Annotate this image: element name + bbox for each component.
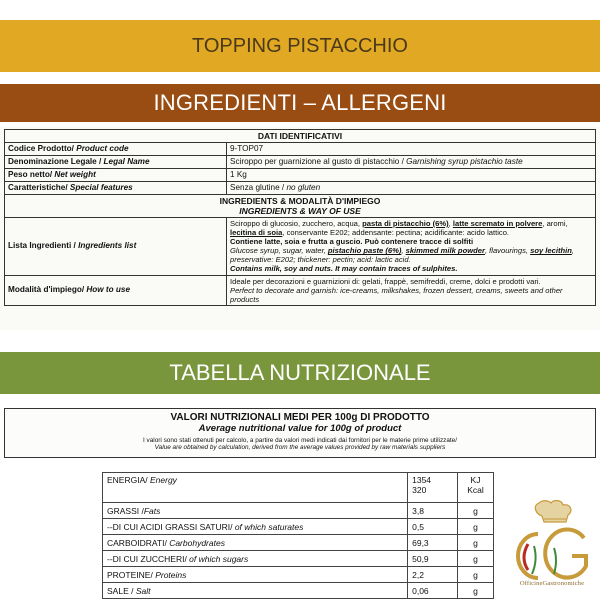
carbohydrates-unit: g <box>458 535 494 551</box>
ingredients-heading: INGREDIENTI – ALLERGENI <box>153 90 447 115</box>
sugars-unit: g <box>458 551 494 567</box>
table-row <box>5 168 596 181</box>
fats-label: GRASSI /Fats <box>103 503 408 519</box>
table-row <box>103 583 494 599</box>
chef-hat-icon <box>535 501 571 522</box>
use-italian: Ideale per decorazioni e guarnizioni di: gelati, frappè, semifreddi, creme, dolci e prodotti vari. <box>230 276 541 286</box>
carbohydrates-value: 69,3 <box>408 535 458 551</box>
table-row <box>103 535 494 551</box>
ingredients-band <box>0 84 600 122</box>
energy-unit: KJ Kcal <box>458 473 494 503</box>
spacer <box>0 330 600 352</box>
nutrition-heading: TABELLA NUTRIZIONALE <box>169 360 431 385</box>
salt-label: SALE / Salt <box>103 583 408 599</box>
identification-table <box>4 129 596 306</box>
product-title-band <box>0 20 600 72</box>
product-code-value: 9-TOP07 <box>227 143 596 156</box>
table-row <box>103 519 494 535</box>
nutrition-band <box>0 352 600 394</box>
energy-value: 1354 320 <box>408 473 458 503</box>
allergen-statement-english: Contains milk, soy and nuts. It may contain traces of sulphites. <box>230 264 458 274</box>
salt-value: 0,06 <box>408 583 458 599</box>
legal-name-value: Sciroppo per guarnizione al gusto di pistacchio / Garnishing syrup pistachio taste <box>227 156 596 169</box>
saturates-value: 0,5 <box>408 519 458 535</box>
fats-unit: g <box>458 503 494 519</box>
id-table-header: DATI IDENTIFICATIVI <box>5 130 596 143</box>
nutrition-header-box <box>4 408 596 458</box>
table-row <box>5 275 596 305</box>
nutrition-note-english: Value are obtained by calculation, derived from the average values provided by raw materials suppliers <box>154 444 446 451</box>
sugars-label: --DI CUI ZUCCHERI/ of which sugars <box>103 551 408 567</box>
allergen-statement-italian: Contiene latte, soia e frutta a guscio. Può contenere tracce di solfiti <box>230 237 474 247</box>
proteins-value: 2,2 <box>408 567 458 583</box>
brand-name: OfficineGastronomiche <box>519 580 585 587</box>
product-code-label: Codice Prodotto/ Product code <box>5 143 227 156</box>
table-row <box>103 567 494 583</box>
salt-unit: g <box>458 583 494 599</box>
use-english: Perfect to decorate and garnish: ice-creams, milkshakes, frozen dessert, creams, sweets and other products <box>230 285 563 304</box>
g-letter-icon <box>545 530 586 578</box>
ingredients-list-value <box>227 217 596 275</box>
fats-value: 3,8 <box>408 503 458 519</box>
nutrition-subtitle: Average nutritional value for 100g of product <box>198 423 402 434</box>
spacer <box>0 72 600 84</box>
table-row <box>103 551 494 567</box>
features-value: Senza glutine / no gluten <box>227 181 596 194</box>
nutrition-table <box>102 472 494 599</box>
features-label: Caratteristiche/ Special features <box>5 181 227 194</box>
nutrition-title: VALORI NUTRIZIONALI MEDI PER 100g DI PRODOTTO <box>170 412 430 423</box>
ingredients-english: Glucose syrup, sugar, water, pistachio paste (6%), skimmed milk powder, flavourings, soy lecithin, preservative: E202; thickener: pectin; acid: lactic acid. <box>230 246 575 265</box>
identification-section <box>0 127 600 330</box>
proteins-unit: g <box>458 567 494 583</box>
saturates-unit: g <box>458 519 494 535</box>
o-letter-icon <box>518 534 538 578</box>
how-to-use-label: Modalità d'impiego/ How to use <box>5 275 227 305</box>
ingredients-list-label: Lista Ingredienti / Ingredients list <box>5 217 227 275</box>
saturates-label: --DI CUI ACIDI GRASSI SATURI/ of which saturates <box>103 519 408 535</box>
nutrition-note-italian: I valori sono stati ottenuti per calcolo, a partire da valori medi indicati dai fornitori per le materie prime utilizzate/ <box>143 437 457 444</box>
ingredients-section-header: INGREDIENTS & MODALITÀ D'IMPIEGO INGREDIENTS & WAY OF USE <box>5 194 596 217</box>
table-row <box>5 143 596 156</box>
legal-name-label: Denominazione Legale / Legal Name <box>5 156 227 169</box>
sugars-value: 50,9 <box>408 551 458 567</box>
table-row <box>5 156 596 169</box>
product-title: TOPPING PISTACCHIO <box>192 34 408 57</box>
table-row <box>5 217 596 275</box>
net-weight-label: Peso netto/ Net weight <box>5 168 227 181</box>
energy-label: ENERGIA/ Energy <box>103 473 408 503</box>
how-to-use-value <box>227 275 596 305</box>
table-row <box>103 503 494 519</box>
table-row <box>5 181 596 194</box>
top-margin <box>0 0 600 20</box>
table-row <box>103 473 494 503</box>
proteins-label: PROTEINE/ Proteins <box>103 567 408 583</box>
net-weight-value: 1 Kg <box>227 168 596 181</box>
ingredients-italian: Sciroppo di glucosio, zucchero, acqua, pasta di pistacchio (6%), latte scremato in polvere, aromi, lecitina di soia, conservante E202; addensante: pectina; acidificante: acido lattico. <box>230 218 568 238</box>
carbohydrates-label: CARBOIDRATI/ Carbohydrates <box>103 535 408 551</box>
